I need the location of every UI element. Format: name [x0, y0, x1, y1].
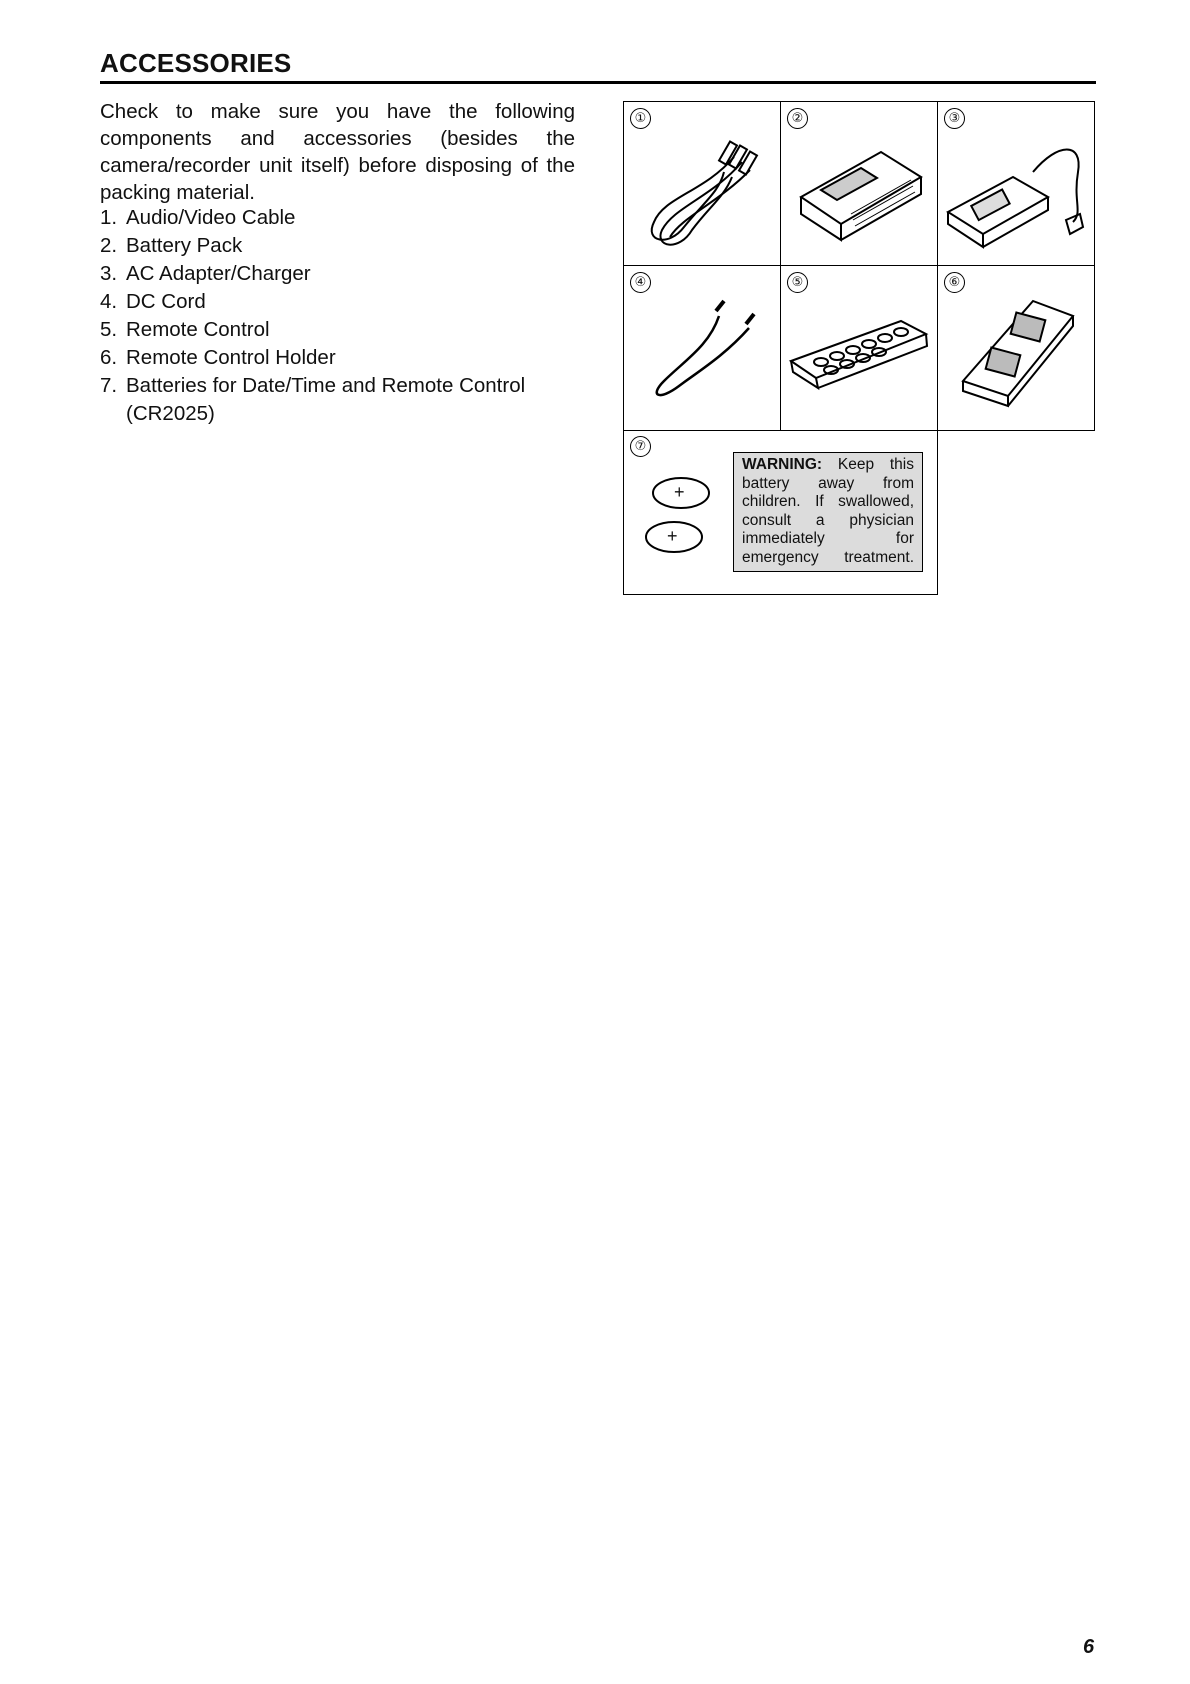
- remote-holder-icon: [938, 266, 1094, 430]
- page-number: 6: [1083, 1636, 1095, 1658]
- figure-cell-remote-control: ⑤: [781, 266, 938, 430]
- list-item: 4. DC Cord: [100, 290, 206, 313]
- title-rule: [100, 81, 1096, 84]
- page-title: ACCESSORIES: [100, 48, 292, 78]
- battery-plus-sign: +: [674, 482, 685, 502]
- remote-control-icon: [781, 266, 938, 430]
- figure-cell-remote-holder: ⑥: [938, 266, 1094, 430]
- figure-cell-batteries: ⑦ + +: [623, 430, 938, 595]
- warning-text: Keep this battery away from children. If swallowed, consult a physician immediately for emergency treatment.: [742, 456, 914, 566]
- list-item: 6. Remote Control Holder: [100, 346, 336, 369]
- battery-plus-sign: +: [667, 526, 678, 546]
- list-item: 7. Batteries for Date/Time and Remote Control (CR2025): [100, 374, 526, 425]
- coin-battery-icon: [624, 430, 734, 595]
- av-cable-icon: [624, 102, 781, 266]
- accessory-list: [100, 204, 590, 428]
- battery-pack-icon: [781, 102, 938, 266]
- warning-box: [733, 452, 923, 572]
- list-item: 1. Audio/Video Cable: [100, 206, 296, 229]
- accessory-figure-grid: [623, 101, 1095, 431]
- list-item: 3. AC Adapter/Charger: [100, 262, 311, 285]
- list-item: 2. Battery Pack: [100, 234, 243, 257]
- figure-cell-ac-adapter: ③: [938, 102, 1094, 266]
- figure-cell-dc-cord: ④: [624, 266, 781, 430]
- warning-label: WARNING:: [742, 456, 823, 473]
- list-item: 5. Remote Control: [100, 318, 270, 341]
- figure-cell-av-cable: ①: [624, 102, 781, 266]
- ac-adapter-icon: [938, 102, 1094, 266]
- dc-cord-icon: [624, 266, 781, 430]
- figure-cell-battery-pack: ②: [781, 102, 938, 266]
- intro-paragraph: Check to make sure you have the following components and accessories (besides the camera/recorder unit itself) before disposing of the packing material.: [100, 100, 575, 204]
